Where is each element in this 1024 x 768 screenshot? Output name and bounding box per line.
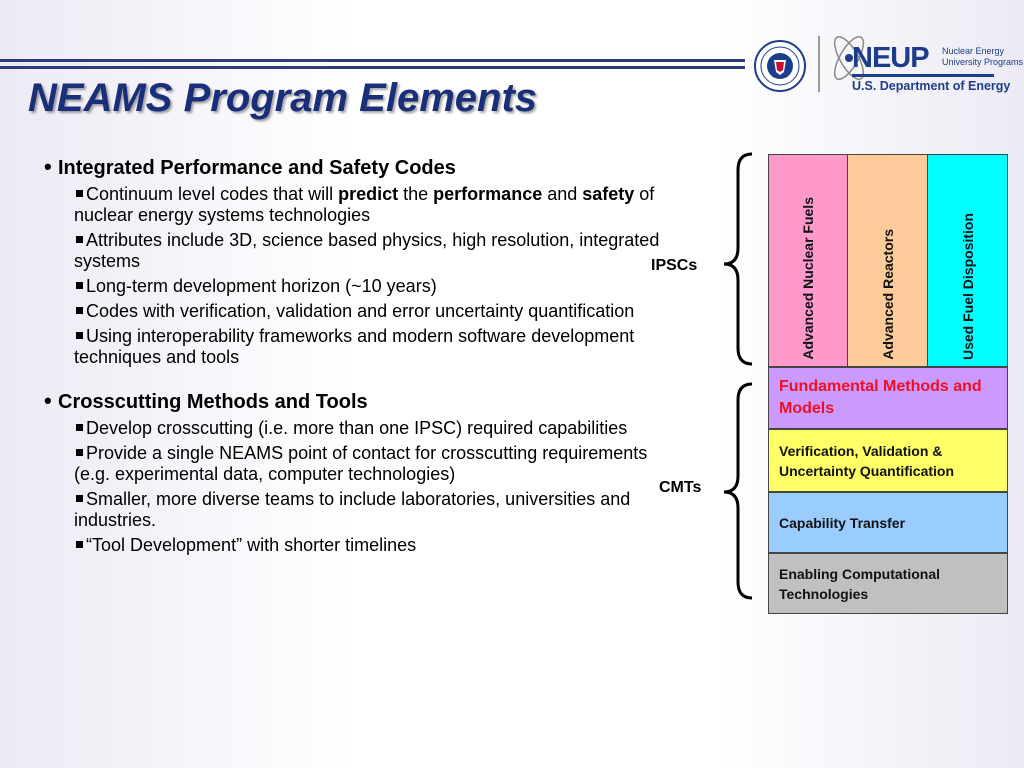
cmt-brace [724,384,752,598]
square-bullet-icon [76,332,83,339]
bullet-ipsc-item-2 [74,230,664,272]
cmt-item-4-text: “Tool Development” with shorter timelines [86,535,417,555]
column-reactors-label: Advanced Reactors [879,229,896,360]
neup-full-line1: Nuclear Energy [942,46,1005,56]
bullet-cmt-heading [44,390,664,414]
bullet-list [44,156,664,556]
column-disposition-label: Used Fuel Disposition [959,212,976,360]
ipsc-item-5-text: Using interoperability frameworks and modern software development techniques and tools [74,326,635,367]
ipsc-column-disposition [927,154,1008,367]
ipsc-item-1-bold-safety: safety [582,184,635,204]
cmt-row-capability [768,492,1008,553]
square-bullet-icon [76,236,83,243]
cmt-item-2-text: Provide a single NEAMS point of contact for crosscutting requirements (e.g. experimental data, computer technologies) [74,443,648,484]
row-vvuq-label: Verification, Validation & Uncertainty Quantification [779,442,955,479]
square-bullet-icon [76,424,83,431]
neup-underline [852,74,994,77]
bullet-dot: • [44,154,52,179]
ipsc-item-2-text: Attributes include 3D, science based physics, high resolution, integrated systems [74,230,660,271]
bullet-ipsc-item-4 [74,301,664,322]
ipsc-column-reactors [847,154,928,367]
bullet-dot: • [44,388,52,413]
ipsc-brace [724,154,752,364]
bullet-ipsc-heading [44,156,664,180]
ipsc-item-1-bold-predict: predict [338,184,399,204]
square-bullet-icon [76,541,83,548]
doe-text: U.S. Department of Energy [852,79,1011,93]
bullet-cmt-item-2 [74,443,664,485]
bullet-ipsc-item-3 [74,276,664,297]
bullet-cmt-item-4 [74,535,664,556]
cmt-brace-label: CMTs [659,479,702,496]
neup-logo-text: NEUP [852,42,929,74]
doe-seal-icon [754,40,806,92]
ipsc-heading-text: Integrated Performance and Safety Codes [58,157,456,179]
ipsc-column-fuels [768,154,848,367]
square-bullet-icon [76,190,83,197]
ipsc-item-1-text-b: the [398,184,434,204]
slide-title: NEAMS Program Elements [28,76,538,120]
ipsc-item-3-text: Long-term development horizon (~10 years) [86,276,437,296]
curly-braces [718,150,758,610]
cmt-row-enabling [768,553,1008,614]
cmt-item-1-text: Develop crosscutting (i.e. more than one IPSC) required capabilities [86,418,628,438]
row-fundamental-label: Fundamental Methods and Models [779,378,982,417]
column-fuels-label: Advanced Nuclear Fuels [800,197,816,360]
ipsc-brace-label: IPSCs [651,257,698,274]
header-stripe-top [0,59,745,62]
header-stripe-bottom [0,66,745,69]
bullet-cmt-item-1 [74,418,664,439]
cmt-heading-text: Crosscutting Methods and Tools [58,391,368,413]
logo-divider [818,36,820,92]
bullet-ipsc-item-1 [74,184,664,226]
ipsc-item-4-text: Codes with verification, validation and error uncertainty quantification [86,301,635,321]
cmt-row-fundamental [768,367,1008,429]
neup-full-line2: University Programs [942,57,1024,67]
cmt-row-vvuq [768,429,1008,492]
cmt-item-3-text: Smaller, more diverse teams to include laboratories, universities and industries. [74,489,631,530]
neup-full-name [942,46,1023,68]
bullet-cmt-item-3 [74,489,664,531]
square-bullet-icon [76,449,83,456]
square-bullet-icon [76,495,83,502]
row-enabling-label: Enabling Computational Technologies [779,565,940,602]
square-bullet-icon [76,307,83,314]
ipsc-item-1-text-d: of nuclear energy systems technologies [74,184,655,225]
row-capability-label: Capability Transfer [779,514,906,531]
square-bullet-icon [76,282,83,289]
ipsc-item-1-text-a: Continuum level codes that will [86,184,339,204]
ipsc-item-1-bold-performance: performance [433,184,543,204]
ipsc-item-1-text-c: and [542,184,583,204]
bullet-ipsc-item-5 [74,326,664,368]
